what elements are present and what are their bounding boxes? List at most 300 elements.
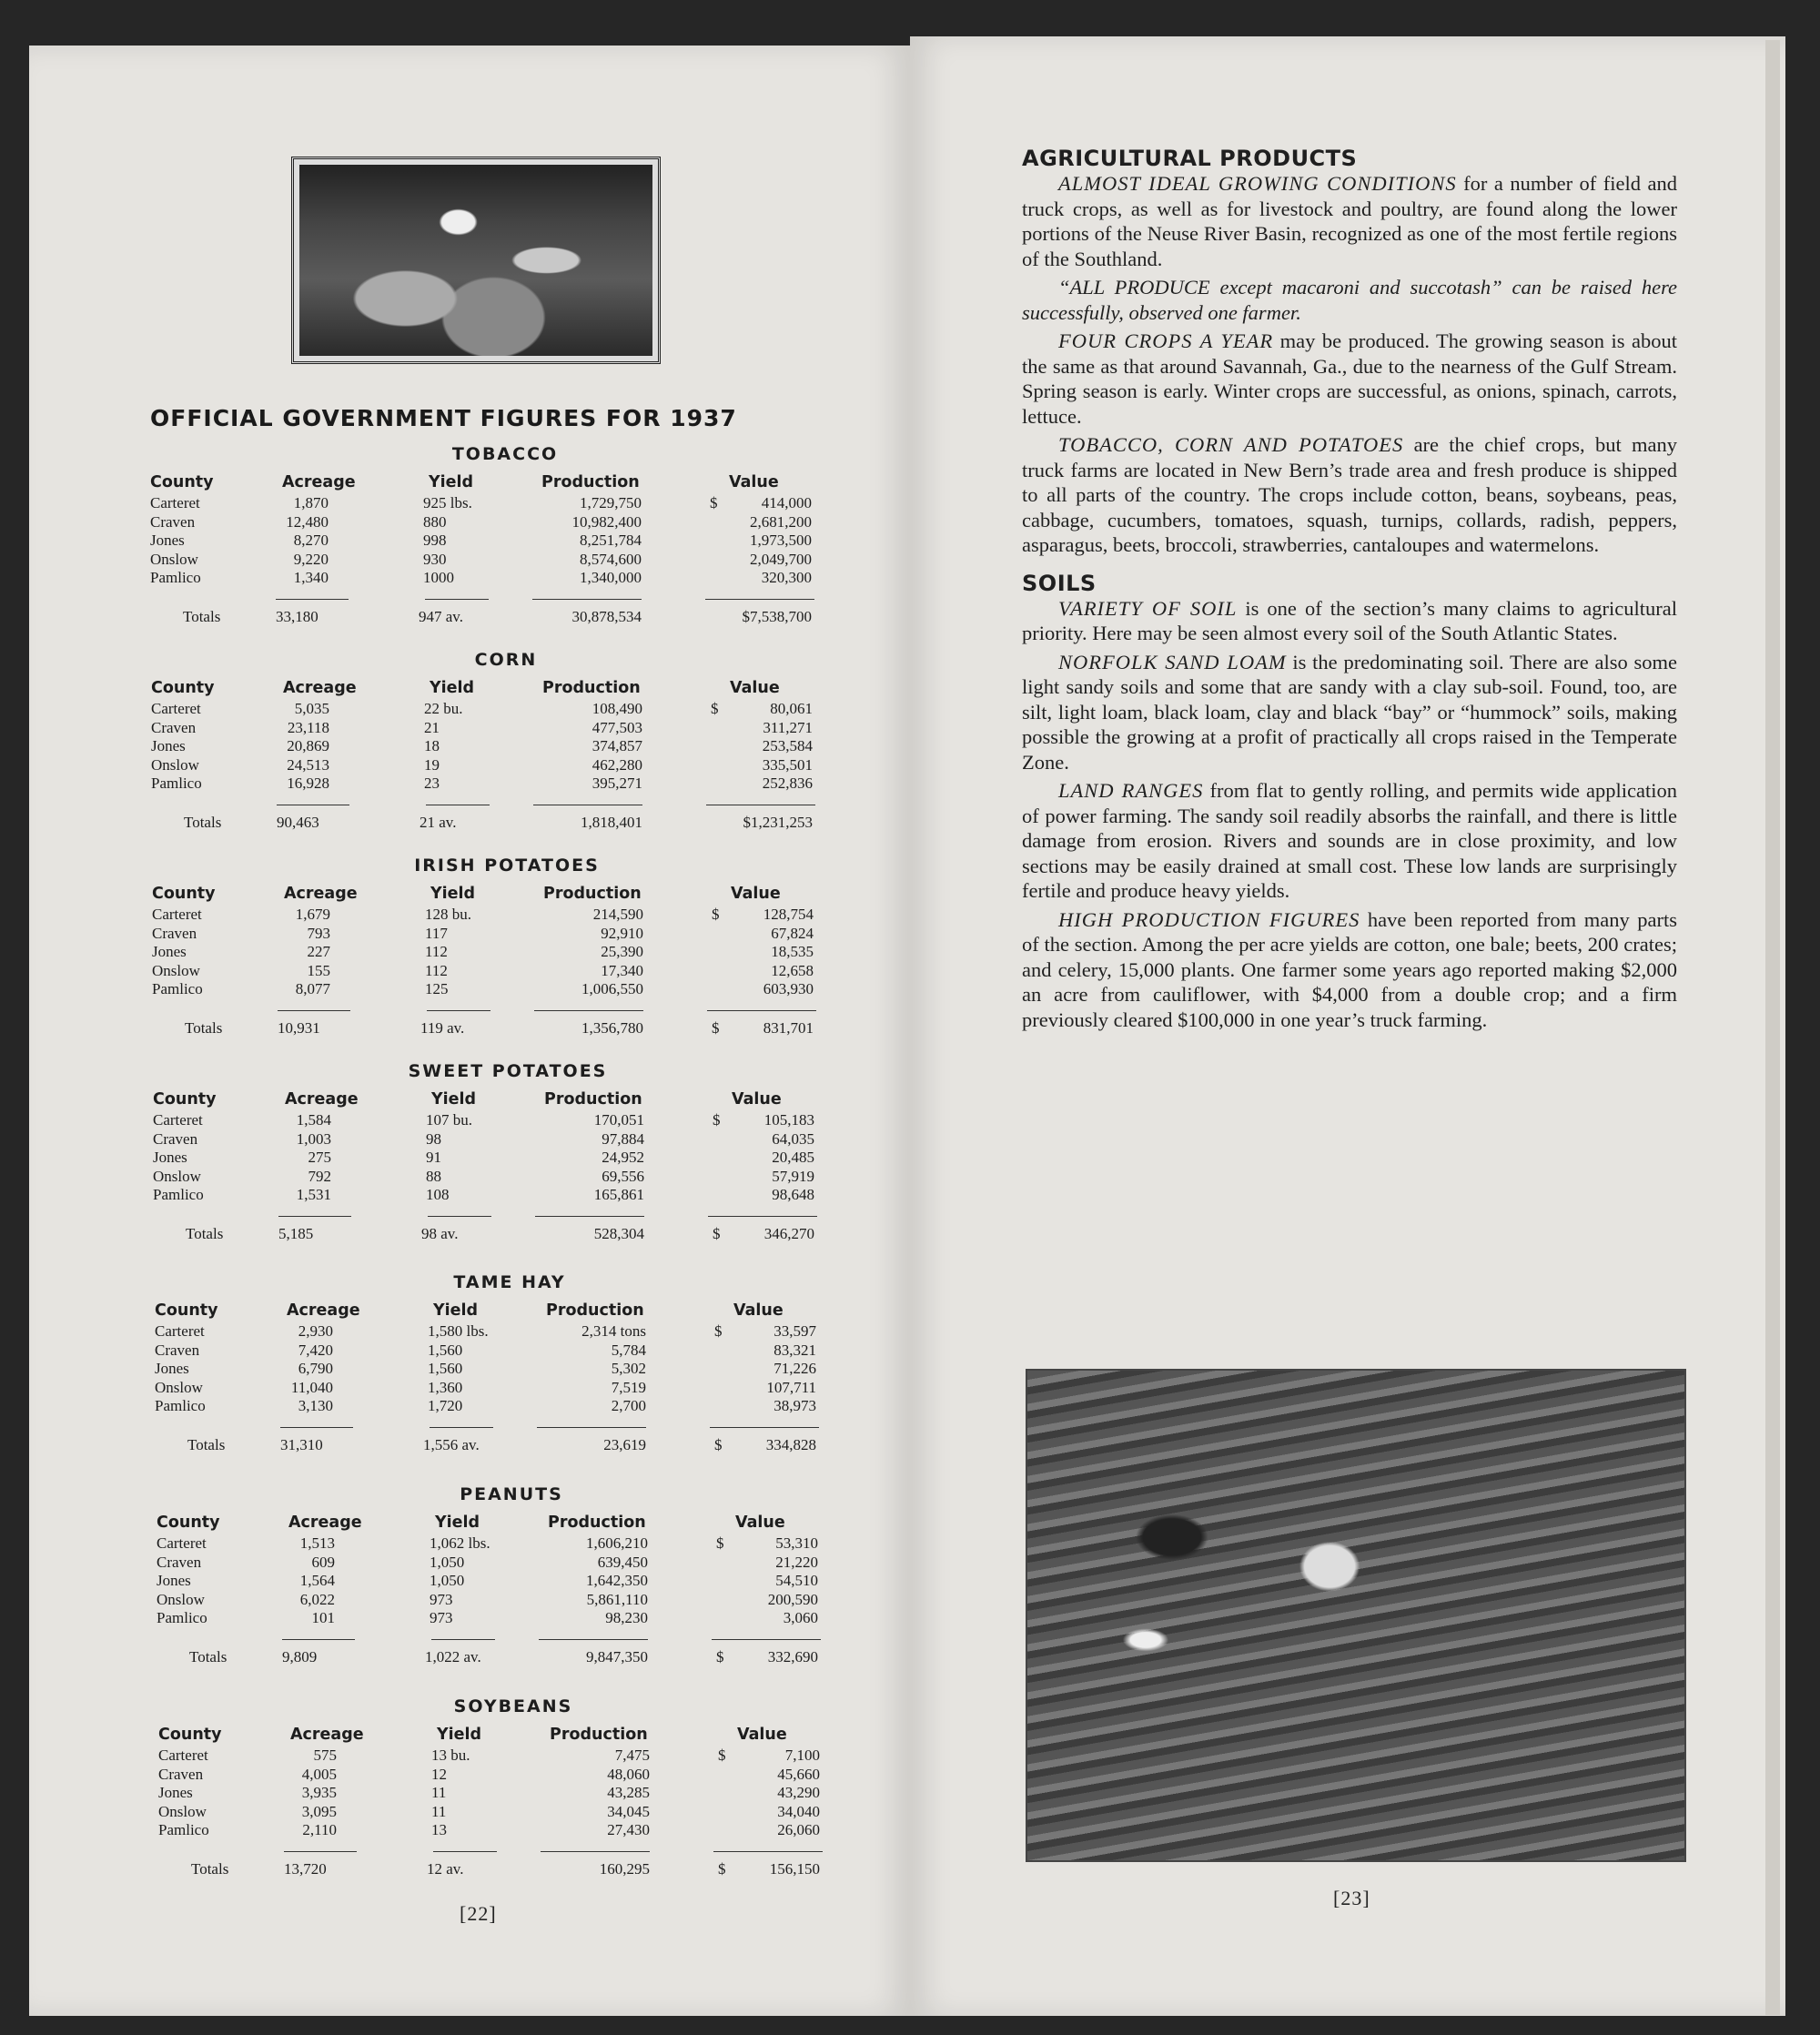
table-row <box>155 1341 828 1360</box>
production-cell: 1,729,750 <box>580 494 642 511</box>
totals-row <box>151 814 824 832</box>
value-cell: 335,501 <box>762 755 813 774</box>
production-cell: 2,700 <box>611 1397 646 1414</box>
value-cell: 64,035 <box>772 1129 814 1148</box>
acreage-cell: 793 <box>307 924 330 942</box>
totals-row <box>158 1860 832 1878</box>
county-cell: Carteret <box>155 1322 205 1340</box>
table-rule <box>705 599 814 600</box>
table-row <box>153 1186 826 1204</box>
production-cell: 1,356,780 <box>581 1019 643 1037</box>
column-header-production: Production <box>541 473 640 491</box>
yield-cell: 18 <box>424 737 440 754</box>
value-cell: 1,973,500 <box>750 532 812 549</box>
county-cell: Jones <box>157 1572 191 1589</box>
acreage-cell: 1,584 <box>296 1111 331 1129</box>
yield-cell: 1000 <box>423 569 454 586</box>
production-cell: 17,340 <box>601 961 643 979</box>
county-cell: Carteret <box>152 906 202 923</box>
yield-cell: 88 <box>426 1167 441 1185</box>
column-header-yield: Yield <box>437 1726 482 1744</box>
table-row <box>157 1554 830 1572</box>
county-cell: Onslow <box>153 1167 201 1185</box>
yield-cell: 13 bu. <box>431 1746 470 1764</box>
table-row <box>153 1168 826 1186</box>
yield-cell: 91 <box>426 1149 441 1166</box>
column-header-production: Production <box>548 1514 646 1532</box>
production-cell: 10,982,400 <box>571 512 642 531</box>
value-cell: 71,226 <box>774 1360 816 1377</box>
yield-cell: 98 <box>426 1129 441 1148</box>
acreage-cell: 3,095 <box>301 1802 337 1820</box>
acreage-cell: 1,679 <box>295 906 330 923</box>
acreage-cell: 1,870 <box>293 494 329 511</box>
value-cell: 43,290 <box>777 1784 820 1801</box>
totals-row <box>150 608 824 626</box>
column-header-value: Value <box>730 679 780 697</box>
county-cell: Craven <box>157 1553 202 1571</box>
column-header-value: Value <box>733 1301 784 1320</box>
table-row <box>150 569 824 587</box>
dollar-sign: $ <box>714 1436 723 1453</box>
production-cell: 34,045 <box>607 1802 650 1820</box>
acreage-cell: 1,531 <box>296 1186 331 1203</box>
yield-cell: 1,062 lbs. <box>430 1534 490 1552</box>
county-cell: Pamlico <box>158 1821 209 1838</box>
production-cell: 23,619 <box>603 1436 646 1453</box>
table-row <box>155 1379 828 1397</box>
county-cell: Pamlico <box>157 1609 207 1626</box>
column-header-acreage: Acreage <box>284 885 358 903</box>
county-cell: Totals <box>191 1860 229 1878</box>
column-header-value: Value <box>737 1726 787 1744</box>
yield-cell: 108 <box>426 1186 450 1203</box>
acreage-cell: 12,480 <box>286 512 329 531</box>
acreage-cell: 2,110 <box>302 1821 337 1838</box>
totals-row <box>152 1019 825 1038</box>
table-row <box>151 719 824 737</box>
county-cell: Totals <box>186 1225 224 1242</box>
county-cell: Onslow <box>151 755 199 774</box>
table-row <box>153 1130 826 1149</box>
totals-row <box>153 1225 826 1243</box>
crop-title: TAME HAY <box>453 1272 566 1292</box>
dollar-sign: $ <box>718 1746 726 1764</box>
column-header-yield: Yield <box>433 1301 479 1320</box>
production-cell: 8,251,784 <box>580 532 642 549</box>
right-folio: [23] <box>1333 1887 1370 1909</box>
yield-cell: 1,580 lbs. <box>428 1322 489 1340</box>
production-cell: 27,430 <box>607 1821 650 1838</box>
column-header-acreage: Acreage <box>283 679 357 697</box>
production-cell: 528,304 <box>593 1225 644 1242</box>
dollar-sign: $ <box>711 700 719 717</box>
table-rule <box>710 1427 819 1428</box>
acreage-cell: 275 <box>308 1149 331 1166</box>
table-row <box>151 775 824 793</box>
acreage-cell: 6,790 <box>298 1360 333 1377</box>
paragraph: NORFOLK SAND LOAM is the predominating soil. There are also some light sandy soils and some that are sandy with a clay sub-soil. Found, too, are silt, light loam, black loam, clay and black “bay” or “hummock” soils, making possible the growing at a profit of practically all crops raised in the Temperate Zone. <box>1022 650 1677 774</box>
paragraph: LAND RANGES from flat to gently rolling, and permits wide application of power farming. The sandy soil readily absorbs the rainfall, and there is little damage from erosion. Rivers and sounds are in close proximity, and low sections may be easily drained at small cost. These low lands are surprisingly fertile and produce heavy yields. <box>1022 779 1677 902</box>
county-cell: Craven <box>155 1341 200 1359</box>
page-edge <box>1765 40 1780 2015</box>
value-cell: 2,681,200 <box>750 512 812 531</box>
acreage-cell: 575 <box>313 1746 337 1764</box>
value-cell: 34,040 <box>777 1802 820 1820</box>
yield-cell: 12 <box>431 1765 447 1783</box>
yield-cell: 1,720 <box>428 1397 463 1414</box>
yield-cell: 112 <box>425 943 448 960</box>
value-cell: 80,061 <box>770 700 813 717</box>
column-header-yield: Yield <box>431 1090 477 1109</box>
table-row <box>152 943 825 961</box>
dollar-sign: $ <box>713 1225 721 1242</box>
table-rule <box>282 1639 355 1640</box>
dollar-sign: $ <box>718 1860 726 1878</box>
acreage-cell: 33,180 <box>276 608 318 625</box>
acreage-cell: 3,130 <box>298 1397 333 1414</box>
production-cell: 1,606,210 <box>586 1534 648 1552</box>
yield-cell: 19 <box>424 755 440 774</box>
yield-cell: 1,556 av. <box>423 1436 480 1453</box>
column-header-production: Production <box>542 679 641 697</box>
paragraph: VARIETY OF SOIL is one of the section’s many claims to agricultural priority. Here may be seen almost every soil of the South Atlantic States. <box>1022 596 1677 644</box>
table-row <box>153 1111 826 1129</box>
county-cell: Jones <box>155 1360 189 1377</box>
paragraph: FOUR CROPS A YEAR may be produced. The growing season is about the same as that around Savannah, Ga., due to the nearness of the Gulf Stream. Spring season is early. Winter crops are successful, as onions, spinach, carrots, lettuce. <box>1022 329 1677 428</box>
column-header-acreage: Acreage <box>288 1514 362 1532</box>
county-cell: Carteret <box>157 1534 207 1552</box>
yield-cell: 23 <box>424 775 440 792</box>
county-cell: Totals <box>187 1436 226 1453</box>
table-rule <box>430 1427 493 1428</box>
table-row <box>155 1322 828 1341</box>
production-cell: 9,847,350 <box>586 1648 648 1665</box>
table-row <box>152 925 825 943</box>
production-cell: 108,490 <box>592 700 642 717</box>
column-header-yield: Yield <box>435 1514 480 1532</box>
value-cell: 38,973 <box>774 1397 816 1414</box>
production-cell: 170,051 <box>593 1111 644 1129</box>
yield-cell: 119 av. <box>420 1019 465 1037</box>
value-cell: 21,220 <box>775 1553 818 1571</box>
table-row <box>151 737 824 755</box>
table-rule <box>532 599 642 600</box>
column-header-county: County <box>155 1301 218 1320</box>
dollar-sign: $ <box>713 1111 721 1129</box>
dollar-sign: $ <box>710 494 718 511</box>
crop-title: IRISH POTATOES <box>414 856 600 876</box>
table-rule <box>541 1851 650 1852</box>
acreage-cell: 11,040 <box>290 1378 333 1396</box>
yield-cell: 1,360 <box>428 1378 463 1396</box>
acreage-cell: 101 <box>311 1609 335 1626</box>
table-rule <box>707 1010 816 1011</box>
acreage-cell: 1,340 <box>293 569 329 586</box>
yield-cell: 22 bu. <box>424 700 463 717</box>
table-rule <box>427 1010 490 1011</box>
column-header-county: County <box>151 679 215 697</box>
acreage-cell: 31,310 <box>280 1436 323 1453</box>
production-cell: 48,060 <box>607 1765 650 1783</box>
county-cell: Jones <box>152 943 187 960</box>
value-cell: 334,828 <box>765 1436 816 1453</box>
table-row <box>151 700 824 718</box>
yield-cell: 13 <box>431 1821 447 1838</box>
production-cell: 7,519 <box>611 1378 646 1396</box>
value-cell: 20,485 <box>772 1149 814 1166</box>
table-rule <box>713 1851 823 1852</box>
yield-cell: 11 <box>431 1784 447 1801</box>
table-row <box>152 906 825 924</box>
county-cell: Onslow <box>158 1802 207 1820</box>
table-rule <box>535 1216 644 1217</box>
production-cell: 1,642,350 <box>586 1572 648 1589</box>
production-cell: 5,861,110 <box>586 1590 648 1608</box>
column-header-yield: Yield <box>430 885 476 903</box>
county-cell: Totals <box>184 814 222 831</box>
production-cell: 214,590 <box>592 906 643 923</box>
value-cell: 7,100 <box>784 1746 820 1764</box>
county-cell: Pamlico <box>155 1397 206 1414</box>
county-cell: Pamlico <box>150 569 201 586</box>
table-row <box>158 1766 832 1784</box>
acreage-cell: 16,928 <box>287 775 329 792</box>
table-rule <box>534 1010 643 1011</box>
yield-cell: 880 <box>423 512 447 531</box>
yield-cell: 1,560 <box>428 1341 463 1359</box>
truck-farm-harvest-photo <box>1026 1369 1686 1862</box>
county-cell: Onslow <box>150 550 198 568</box>
acreage-cell: 155 <box>307 961 330 979</box>
production-cell: 24,952 <box>602 1149 644 1166</box>
value-cell: 98,648 <box>772 1186 814 1203</box>
table-rule <box>712 1639 821 1640</box>
crop-title: CORN <box>474 650 538 670</box>
table-rule <box>708 1216 817 1217</box>
crop-title: PEANUTS <box>460 1484 563 1504</box>
county-cell: Craven <box>153 1129 198 1148</box>
production-cell: 462,280 <box>592 755 642 774</box>
value-cell: 12,658 <box>771 961 814 979</box>
production-cell: 5,784 <box>611 1341 646 1359</box>
value-cell: 346,270 <box>763 1225 814 1242</box>
left-folio: [22] <box>460 1902 497 1925</box>
county-cell: Totals <box>189 1648 228 1665</box>
value-cell: 54,510 <box>775 1572 818 1589</box>
county-cell: Jones <box>150 532 185 549</box>
value-cell: 45,660 <box>777 1765 820 1783</box>
production-cell: 395,271 <box>592 775 642 792</box>
table-row <box>150 513 824 532</box>
county-cell: Jones <box>158 1784 193 1801</box>
crop-title: TOBACCO <box>451 444 559 464</box>
value-cell: 33,597 <box>774 1322 816 1340</box>
table-row <box>151 756 824 775</box>
column-header-yield: Yield <box>430 679 475 697</box>
column-header-value: Value <box>731 885 781 903</box>
value-cell: 83,321 <box>774 1341 816 1359</box>
table-row <box>158 1821 832 1839</box>
totals-row <box>157 1648 830 1666</box>
table-rule <box>284 1851 357 1852</box>
county-cell: Onslow <box>155 1378 203 1396</box>
production-cell: 1,818,401 <box>581 814 642 831</box>
dollar-sign: $ <box>714 1322 723 1340</box>
column-header-county: County <box>158 1726 222 1744</box>
value-cell: 332,690 <box>767 1648 818 1665</box>
yield-cell: 1,022 av. <box>425 1648 481 1665</box>
yield-cell: 973 <box>430 1609 453 1626</box>
value-cell: 603,930 <box>763 980 814 997</box>
yield-cell: 1,050 <box>430 1553 465 1571</box>
production-cell: 30,878,534 <box>571 608 642 625</box>
column-header-county: County <box>152 885 216 903</box>
county-cell: Pamlico <box>151 775 202 792</box>
column-header-acreage: Acreage <box>290 1726 364 1744</box>
value-cell: 57,919 <box>772 1167 814 1185</box>
county-cell: Craven <box>150 512 196 531</box>
acreage-cell: 9,809 <box>282 1648 318 1665</box>
acreage-cell: 9,220 <box>293 550 329 568</box>
acreage-cell: 3,935 <box>301 1784 337 1801</box>
paragraph: ALMOST IDEAL GROWING CONDITIONS for a number of field and truck crops, as well as for livestock and poultry, are found along the lower portions of the Neuse River Basin, recognized as one of the most fertile regions of the Southland. <box>1022 172 1677 270</box>
acreage-cell: 5,185 <box>278 1225 314 1242</box>
dollar-sign: $ <box>716 1534 724 1552</box>
yield-cell: 930 <box>423 550 447 568</box>
crop-title: SWEET POTATOES <box>408 1061 608 1081</box>
acreage-cell: 2,930 <box>298 1322 333 1340</box>
acreage-cell: 1,513 <box>299 1534 335 1552</box>
acreage-cell: 90,463 <box>277 814 319 831</box>
table-rule <box>537 1427 646 1428</box>
table-rule <box>276 599 349 600</box>
county-cell: Carteret <box>158 1746 208 1764</box>
table-rule <box>433 1851 497 1852</box>
production-cell: 477,503 <box>592 718 642 736</box>
paragraph: TOBACCO, CORN AND POTATOES are the chief crops, but many truck farms are located in New Bern’s trade area and fresh produce is shipped to all parts of the country. The crops include cotton, beans, soybeans, peas, cabbage, cucumbers, tomatoes, squash, turnips, collards, radish, peppers, asparagus, beets, broccoli, strawberries, cantaloupes and watermelons. <box>1022 433 1677 556</box>
table-row <box>150 551 824 569</box>
page-title: OFFICIAL GOVERNMENT FIGURES FOR 1937 <box>150 405 737 431</box>
acreage-cell: 792 <box>308 1167 331 1185</box>
column-header-county: County <box>153 1090 217 1109</box>
acreage-cell: 8,077 <box>295 980 330 997</box>
table-rule <box>278 1216 351 1217</box>
production-cell: 374,857 <box>592 737 642 754</box>
value-cell: $1,231,253 <box>743 814 813 831</box>
yield-cell: 125 <box>425 980 449 997</box>
yield-cell: 973 <box>430 1590 453 1608</box>
county-cell: Onslow <box>152 961 200 979</box>
production-cell: 98,230 <box>605 1609 648 1626</box>
column-header-value: Value <box>732 1090 782 1109</box>
column-header-acreage: Acreage <box>282 473 356 491</box>
acreage-cell: 227 <box>307 943 330 960</box>
table-row <box>152 980 825 998</box>
dollar-sign: $ <box>716 1648 724 1665</box>
table-rule <box>425 599 489 600</box>
acreage-cell: 609 <box>311 1553 335 1571</box>
table-row <box>158 1784 832 1802</box>
value-cell: 253,584 <box>762 737 813 754</box>
table-row <box>157 1591 830 1609</box>
production-cell: 97,884 <box>602 1129 644 1148</box>
paragraph: HIGH PRODUCTION FIGURES have been reported from many parts of the section. Among the per acre yields are cotton, one bale; beets, 200 crates; and celery, 15,000 plants. One farmer some years ago reported making $2,000 an acre from cauliflower, with $4,000 from a double crop; and a firm previously cleared $100,000 in one year’s truck farming. <box>1022 907 1677 1031</box>
agricultural-products-heading: AGRICULTURAL PRODUCTS <box>1022 146 1358 171</box>
table-row <box>158 1803 832 1821</box>
table-rule <box>278 1010 350 1011</box>
production-cell: 7,475 <box>614 1746 650 1764</box>
yield-cell: 11 <box>431 1802 447 1820</box>
yield-cell: 112 <box>425 961 448 979</box>
value-cell: 414,000 <box>761 494 812 511</box>
column-header-acreage: Acreage <box>287 1301 360 1320</box>
acreage-cell: 20,869 <box>287 737 329 754</box>
table-rule <box>431 1639 495 1640</box>
yield-cell: 21 av. <box>420 814 457 831</box>
value-cell: 311,271 <box>763 718 813 736</box>
table-row <box>157 1572 830 1590</box>
acreage-cell: 23,118 <box>287 718 329 736</box>
value-cell: 200,590 <box>767 1590 818 1608</box>
acreage-cell: 5,035 <box>294 700 329 717</box>
county-cell: Carteret <box>150 494 200 511</box>
production-cell: 25,390 <box>601 943 643 960</box>
table-rule <box>280 1427 353 1428</box>
dollar-sign: $ <box>712 906 720 923</box>
production-cell: 8,574,600 <box>580 550 642 568</box>
acreage-cell: 13,720 <box>284 1860 327 1878</box>
yield-cell: 12 av. <box>427 1860 464 1878</box>
column-header-acreage: Acreage <box>285 1090 359 1109</box>
county-cell: Totals <box>185 1019 223 1037</box>
table-row <box>150 532 824 550</box>
value-cell: 26,060 <box>777 1821 820 1838</box>
value-cell: 67,824 <box>771 924 814 942</box>
column-header-value: Value <box>735 1514 785 1532</box>
table-row <box>155 1397 828 1415</box>
county-cell: Carteret <box>153 1111 203 1129</box>
value-cell: $7,538,700 <box>742 608 812 625</box>
acreage-cell: 8,270 <box>293 532 329 549</box>
table-row <box>157 1609 830 1627</box>
production-cell: 1,006,550 <box>581 980 643 997</box>
production-cell: 1,340,000 <box>580 569 642 586</box>
acreage-cell: 10,931 <box>278 1019 320 1037</box>
value-cell: 128,754 <box>763 906 814 923</box>
value-cell: 831,701 <box>763 1019 814 1037</box>
table-row <box>157 1534 830 1553</box>
acreage-cell: 1,564 <box>299 1572 335 1589</box>
production-cell: 2,314 tons <box>581 1322 646 1340</box>
table-rule <box>428 1216 491 1217</box>
county-cell: Craven <box>152 924 197 942</box>
production-cell: 165,861 <box>593 1186 644 1203</box>
production-cell: 69,556 <box>602 1167 644 1185</box>
quote-paragraph: “ALL PRODUCE except macaroni and succotash” can be raised here successfully, observed one farmer. <box>1022 276 1677 324</box>
yield-cell: 1,560 <box>428 1360 463 1377</box>
value-cell: 156,150 <box>769 1860 820 1878</box>
value-cell: 53,310 <box>775 1534 818 1552</box>
column-header-yield: Yield <box>429 473 474 491</box>
table-row <box>153 1149 826 1167</box>
value-cell: 18,535 <box>771 943 814 960</box>
acreage-cell: 6,022 <box>299 1590 335 1608</box>
soils-heading: SOILS <box>1022 570 1097 596</box>
column-header-county: County <box>157 1514 220 1532</box>
acreage-cell: 4,005 <box>301 1765 337 1783</box>
column-header-value: Value <box>729 473 779 491</box>
